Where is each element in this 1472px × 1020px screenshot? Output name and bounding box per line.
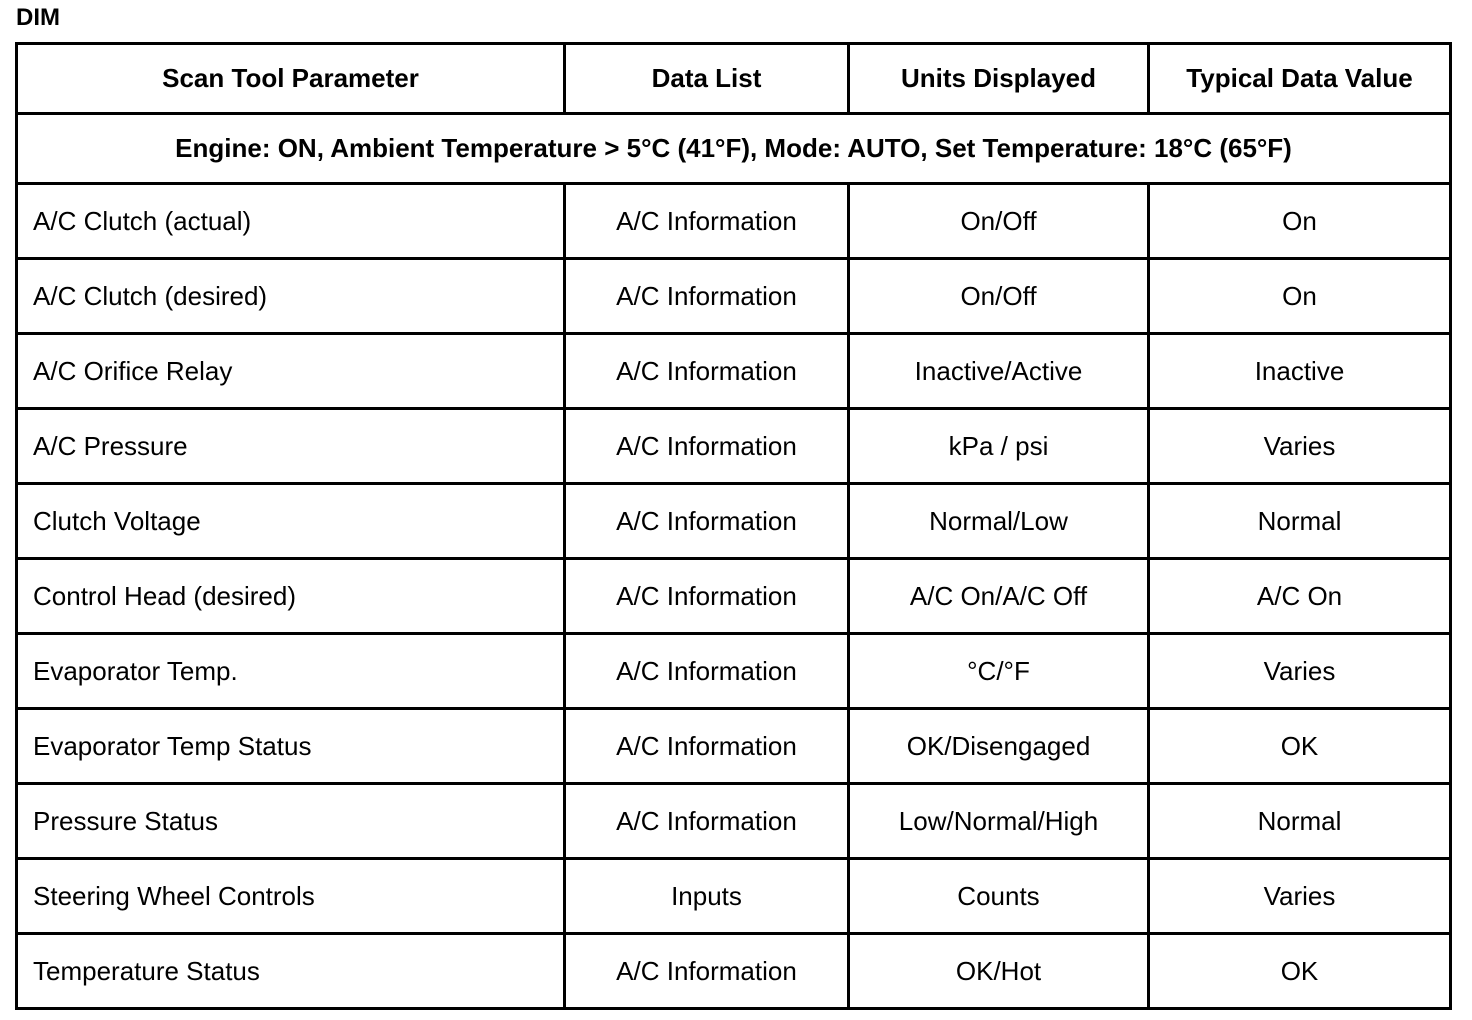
- cell-units: Counts: [849, 859, 1149, 934]
- cell-parameter: A/C Clutch (actual): [17, 184, 565, 259]
- table-row: [17, 334, 1451, 409]
- cell-units: A/C On/A/C Off: [849, 559, 1149, 634]
- table-row: [17, 259, 1451, 334]
- cell-typical-value: Varies: [1149, 634, 1451, 709]
- cell-typical-value: A/C On: [1149, 559, 1451, 634]
- cell-data-list: A/C Information: [565, 559, 849, 634]
- cell-parameter: A/C Orifice Relay: [17, 334, 565, 409]
- table-row: [17, 559, 1451, 634]
- cell-units: °C/°F: [849, 634, 1149, 709]
- cell-units: OK/Disengaged: [849, 709, 1149, 784]
- cell-data-list: A/C Information: [565, 784, 849, 859]
- cell-typical-value: On: [1149, 259, 1451, 334]
- cell-typical-value: Varies: [1149, 409, 1451, 484]
- cell-units: On/Off: [849, 184, 1149, 259]
- cell-units: Low/Normal/High: [849, 784, 1149, 859]
- table-row: [17, 934, 1451, 1009]
- header-scan-tool-parameter: Scan Tool Parameter: [17, 44, 565, 114]
- table-row: [17, 409, 1451, 484]
- cell-data-list: A/C Information: [565, 709, 849, 784]
- cell-data-list: A/C Information: [565, 934, 849, 1009]
- cell-data-list: A/C Information: [565, 634, 849, 709]
- cell-typical-value: Normal: [1149, 784, 1451, 859]
- cell-parameter: Evaporator Temp.: [17, 634, 565, 709]
- test-conditions-row: [17, 114, 1451, 184]
- cell-data-list: A/C Information: [565, 484, 849, 559]
- document-label: DIM: [16, 4, 60, 31]
- table-header-row: [17, 44, 1451, 114]
- cell-typical-value: Varies: [1149, 859, 1451, 934]
- test-conditions: Engine: ON, Ambient Temperature > 5°C (41°F), Mode: AUTO, Set Temperature: 18°C (65°F): [17, 114, 1451, 184]
- table-row: [17, 184, 1451, 259]
- cell-units: Normal/Low: [849, 484, 1149, 559]
- cell-parameter: Evaporator Temp Status: [17, 709, 565, 784]
- cell-units: OK/Hot: [849, 934, 1149, 1009]
- table-row: [17, 634, 1451, 709]
- cell-typical-value: OK: [1149, 934, 1451, 1009]
- table-row: [17, 859, 1451, 934]
- cell-units: Inactive/Active: [849, 334, 1149, 409]
- cell-parameter: Control Head (desired): [17, 559, 565, 634]
- header-data-list: Data List: [565, 44, 849, 114]
- cell-parameter: Steering Wheel Controls: [17, 859, 565, 934]
- cell-data-list: A/C Information: [565, 409, 849, 484]
- cell-units: On/Off: [849, 259, 1149, 334]
- cell-parameter: Temperature Status: [17, 934, 565, 1009]
- cell-parameter: Pressure Status: [17, 784, 565, 859]
- cell-typical-value: On: [1149, 184, 1451, 259]
- cell-parameter: A/C Pressure: [17, 409, 565, 484]
- cell-data-list: A/C Information: [565, 184, 849, 259]
- cell-data-list: A/C Information: [565, 334, 849, 409]
- cell-typical-value: Inactive: [1149, 334, 1451, 409]
- cell-parameter: A/C Clutch (desired): [17, 259, 565, 334]
- header-units-displayed: Units Displayed: [849, 44, 1149, 114]
- cell-units: kPa / psi: [849, 409, 1149, 484]
- cell-data-list: Inputs: [565, 859, 849, 934]
- cell-data-list: A/C Information: [565, 259, 849, 334]
- cell-parameter: Clutch Voltage: [17, 484, 565, 559]
- header-typical-data-value: Typical Data Value: [1149, 44, 1451, 114]
- table-row: [17, 709, 1451, 784]
- cell-typical-value: OK: [1149, 709, 1451, 784]
- table-row: [17, 784, 1451, 859]
- table-row: [17, 484, 1451, 559]
- cell-typical-value: Normal: [1149, 484, 1451, 559]
- scan-tool-data-table: [15, 42, 1452, 1010]
